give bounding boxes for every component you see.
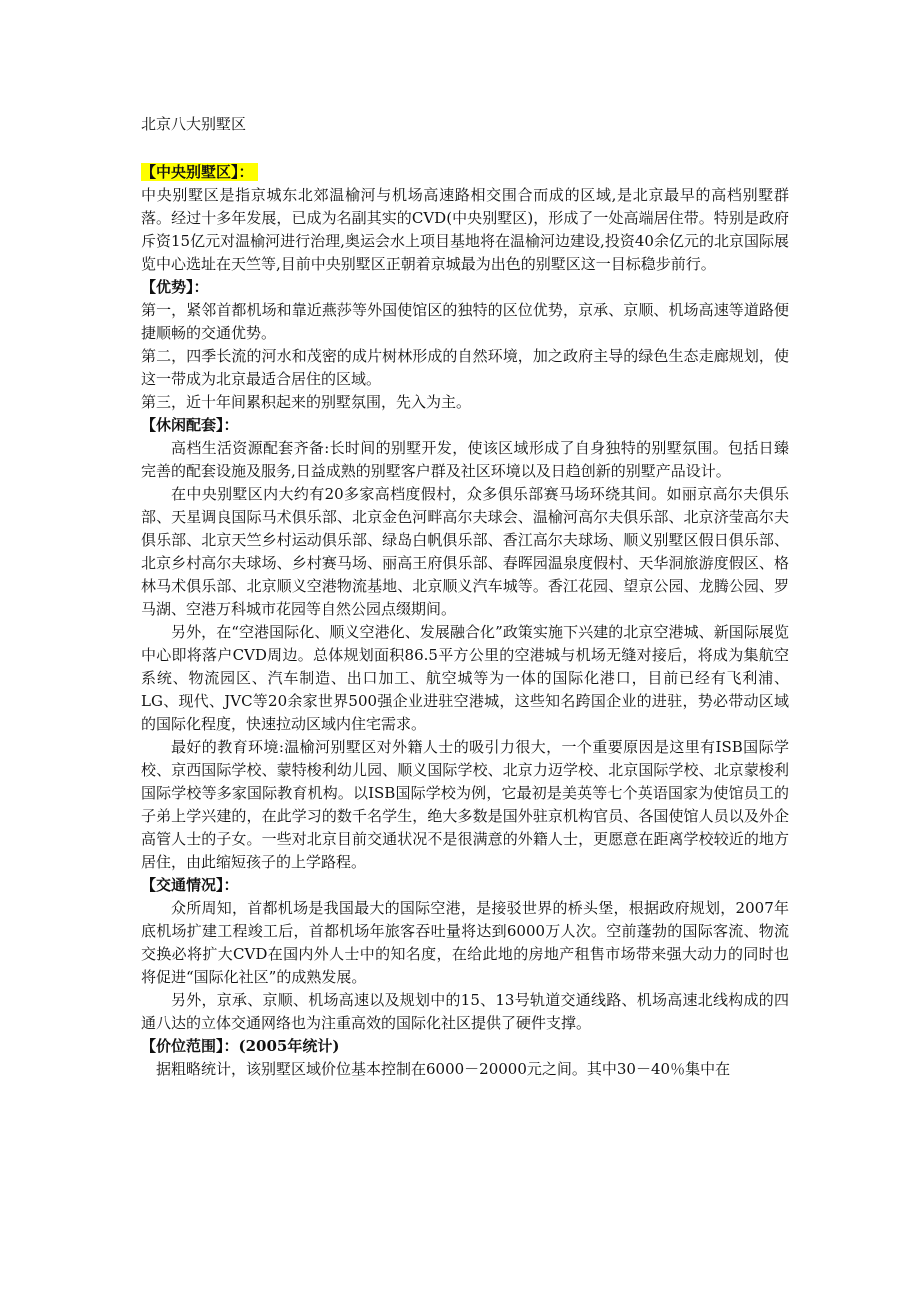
paragraph-price-1: 据粗略统计，该别墅区域价位基本控制在6000－20000元之间。其中30－40％集中在 xyxy=(156,1060,731,1078)
document-title: 北京八大别墅区 xyxy=(141,115,247,133)
section-heading-central-villa xyxy=(141,161,789,184)
paragraph-leisure-2: 在中央别墅区内大约有20多家高档度假村，众多俱乐部赛马场环绕其间。如丽京高尔夫俱乐部、天星调良国际马术俱乐部、北京金色河畔高尔夫球会、温榆河高尔夫俱乐部、北京济莹高尔夫俱乐部、北京天竺乡村运动俱乐部、绿岛白帆俱乐部、香江高尔夫球场、顺义别墅区假日俱乐部、北京乡村高尔夫球场、乡村赛马场、丽高王府俱乐部、春晖园温泉度假村、天华洞旅游度假区、格林马术俱乐部、北京顺义空港物流基地、北京顺义汽车城等。香江花园、望京公园、龙腾公园、罗马湖、空港万科城市花园等自然公园点缀期间。 xyxy=(141,485,789,618)
paragraph-traffic-2: 另外，京承、京顺、机场高速以及规划中的15、13号轨道交通线路、机场高速北线构成的四通八达的立体交通网络也为注重高效的国际化社区提供了硬件支撑。 xyxy=(141,991,789,1032)
paragraph-traffic-1: 众所周知，首都机场是我国最大的国际空港，是接驳世界的桥头堡，根据政府规划，2007年底机场扩建工程竣工后，首都机场年旅客吞吐量将达到6000万人次。空前蓬勃的国际客流、物流交换必将扩大CVD在国内外人士中的知名度，在给此地的房地产租售市场带来强大动力的同时也将促进“国际化社区”的成熟发展。 xyxy=(141,899,789,986)
paragraph-leisure-3: 另外，在“空港国际化、顺义空港化、发展融合化”政策实施下兴建的北京空港城、新国际展览中心即将落户CVD周边。总体规划面积86.5平方公里的空港城与机场无缝对接后，将成为集航空系统、物流园区、汽车制造、出口加工、航空城等为一体的国际化港口，目前已经有飞利浦、LG、现代、JVC等20余家世界500强企业进驻空港城，这些知名跨国企业的进驻，势必带动区域的国际化程度，快速拉动区域内住宅需求。 xyxy=(141,623,789,733)
paragraph-intro: 中央别墅区是指京城东北郊温榆河与机场高速路相交围合而成的区域,是北京最早的高档别墅群落。经过十多年发展，已成为名副其实的CVD(中央别墅区)，形成了一处高端居住带。特别是政府斥资15亿元对温榆河进行治理,奥运会水上项目基地将在温榆河边建设,投资40余亿元的北京国际展览中心选址在天竺等,目前中央别墅区正朝着京城最为出色的别墅区这一目标稳步前行。 xyxy=(141,186,789,273)
section-heading-leisure: 【休闲配套】： xyxy=(141,416,239,434)
paragraph-advantage-2: 第二，四季长流的河水和茂密的成片树林形成的自然环境，加之政府主导的绿色生态走廊规划，使这一带成为北京最适合居住的区域。 xyxy=(141,347,789,388)
section-heading-traffic: 【交通情况】： xyxy=(141,876,239,894)
section-heading-price: 【价位范围】：(2005年统计) xyxy=(141,1037,340,1055)
paragraph-advantage-3: 第三，近十年间累积起来的别墅氛围，先入为主。 xyxy=(141,393,472,411)
highlighted-heading-text: 【中央别墅区】： xyxy=(141,163,258,181)
paragraph-leisure-1: 高档生活资源配套齐备:长时间的别墅开发，使该区域形成了自身独特的别墅氛围。包括日臻完善的配套设施及服务,日益成熟的别墅客户群及社区环境以及日趋创新的别墅产品设计。 xyxy=(141,439,789,480)
document-page xyxy=(141,112,789,1081)
paragraph-leisure-4: 最好的教育环境:温榆河别墅区对外籍人士的吸引力很大，一个重要原因是这里有ISB国际学校、京西国际学校、蒙特梭利幼儿园、顺义国际学校、北京力迈学校、北京国际学校、北京蒙梭利国际学校等多家国际教育机构。以ISB国际学校为例，它最初是美英等七个英语国家为使馆员工的子弟上学兴建的，在此学习的数千名学生，绝大多数是国外驻京机构官员、各国使馆人员以及外企高管人士的子女。一些对北京目前交通状况不是很满意的外籍人士，更愿意在距离学校较近的地方居住，由此缩短孩子的上学路程。 xyxy=(141,738,789,871)
section-heading-advantages: 【优势】： xyxy=(141,278,209,296)
paragraph-advantage-1: 第一，紧邻首都机场和靠近燕莎等外国使馆区的独特的区位优势，京承、京顺、机场高速等道路便捷顺畅的交通优势。 xyxy=(141,301,789,342)
